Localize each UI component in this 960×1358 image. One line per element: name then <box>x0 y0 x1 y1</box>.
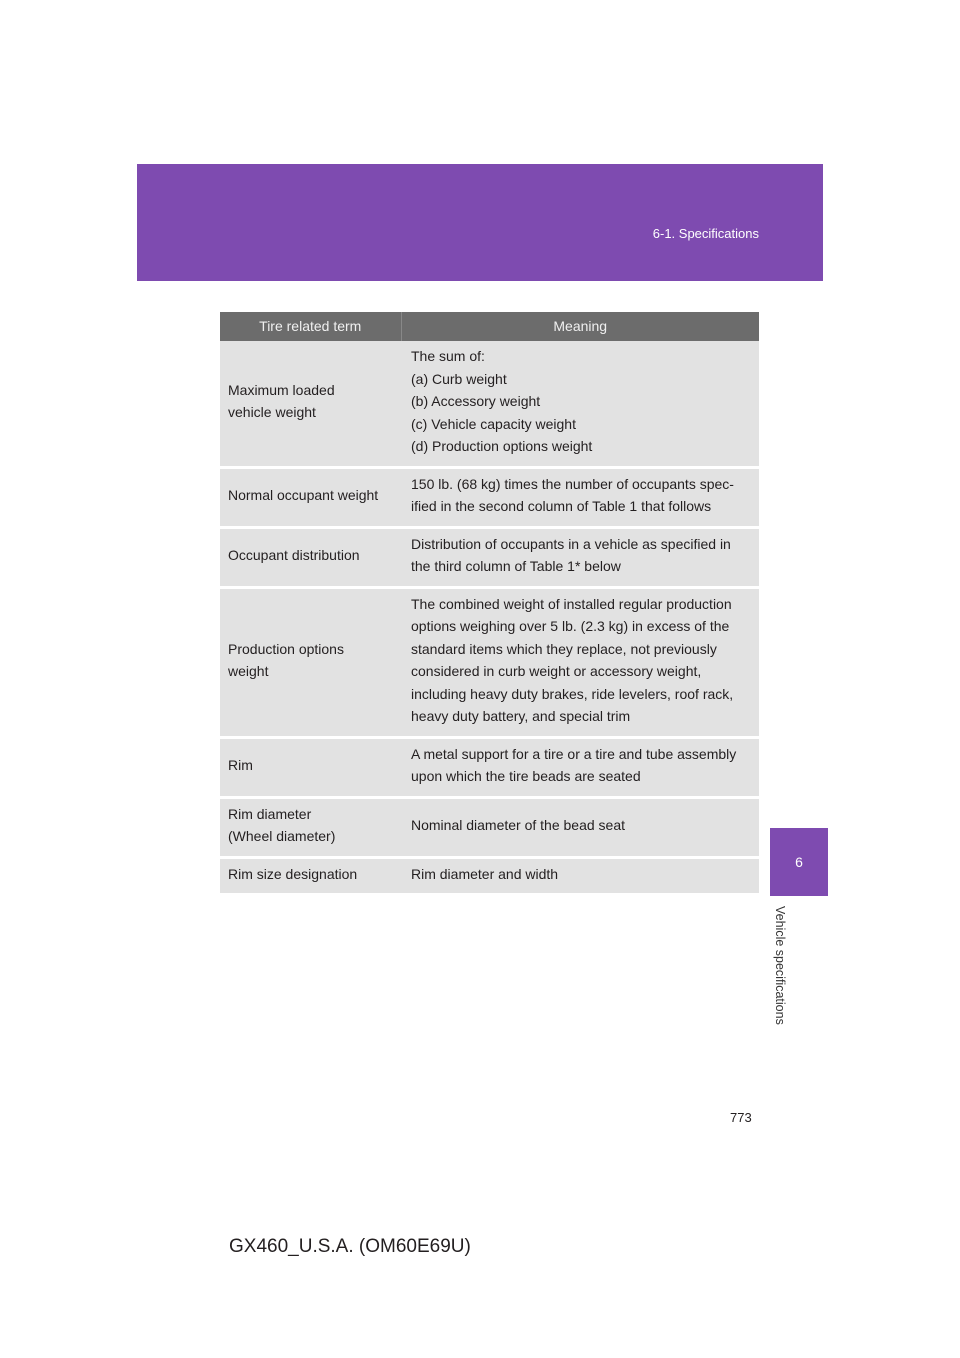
table-row <box>220 467 759 527</box>
meaning-text: upon which the tire beads are seated <box>411 768 641 784</box>
column-header-meaning: Meaning <box>401 312 759 341</box>
meaning-text: including heavy duty brakes, ride levelers, roof rack, <box>411 685 734 702</box>
term-text: Maximum loaded <box>228 381 335 398</box>
meaning-cell <box>401 737 759 797</box>
term-text: vehicle weight <box>228 404 316 421</box>
term-cell <box>220 341 401 467</box>
meaning-text: 150 lb. (68 kg) times the number of occupants spec- <box>411 475 734 492</box>
table-row <box>220 857 759 895</box>
meaning-text: Distribution of occupants in a vehicle as specified in <box>411 535 731 552</box>
page-number: 773 <box>730 1110 752 1125</box>
meaning-text: standard items which they replace, not previously <box>411 640 717 657</box>
column-header-term: Tire related term <box>220 312 401 341</box>
meaning-text: (b) Accessory weight <box>411 393 541 409</box>
tire-terms-table <box>220 312 759 896</box>
table-row <box>220 797 759 857</box>
meaning-cell <box>401 467 759 527</box>
meaning-cell <box>401 527 759 587</box>
term-text: Rim diameter <box>228 805 312 822</box>
meaning-text: heavy duty battery, and special trim <box>411 708 631 724</box>
table-row <box>220 341 759 467</box>
meaning-text: A metal support for a tire or a tire and tube assembly <box>411 745 737 762</box>
term-text: Rim <box>228 756 253 773</box>
meaning-text: (c) Vehicle capacity weight <box>411 415 576 432</box>
chapter-number: 6 <box>795 854 803 870</box>
term-text: Occupant distribution <box>228 546 360 563</box>
meaning-text: (a) Curb weight <box>411 370 507 387</box>
meaning-cell <box>401 587 759 737</box>
header-band <box>137 164 823 281</box>
chapter-label: Vehicle specifications <box>773 906 787 1025</box>
term-text: Normal occupant weight <box>228 486 379 503</box>
chapter-tab[interactable] <box>770 828 828 896</box>
table-row <box>220 737 759 797</box>
table-body <box>220 341 759 895</box>
meaning-text: The sum of: <box>411 348 485 364</box>
term-cell <box>220 527 401 587</box>
meaning-text: considered in curb weight or accessory weight, <box>411 663 702 679</box>
meaning-cell <box>401 857 759 895</box>
term-text: (Wheel diameter) <box>228 828 336 844</box>
document-code: GX460_U.S.A. (OM60E69U) <box>229 1236 471 1257</box>
meaning-text: Rim diameter and width <box>411 865 559 882</box>
term-text: Production options <box>228 640 344 657</box>
term-cell <box>220 737 401 797</box>
table-row <box>220 587 759 737</box>
meaning-text: options weighing over 5 lb. (2.3 kg) in excess of the <box>411 618 730 634</box>
table-row <box>220 527 759 587</box>
term-cell <box>220 587 401 737</box>
term-text: Rim size designation <box>228 865 358 882</box>
term-text: weight <box>228 663 269 679</box>
meaning-text: Nominal diameter of the bead seat <box>411 816 626 833</box>
term-cell <box>220 467 401 527</box>
section-title: 6-1. Specifications <box>652 226 759 241</box>
meaning-text: (d) Production options weight <box>411 438 593 454</box>
meaning-cell <box>401 797 759 857</box>
meaning-cell <box>401 341 759 467</box>
meaning-text: the third column of Table 1* below <box>411 558 621 574</box>
term-cell <box>220 797 401 857</box>
chapter-label-container <box>771 906 791 1046</box>
meaning-text: ified in the second column of Table 1 that follows <box>411 498 712 514</box>
table-header-row <box>220 312 759 341</box>
term-cell <box>220 857 401 895</box>
meaning-text: The combined weight of installed regular production <box>411 595 732 612</box>
